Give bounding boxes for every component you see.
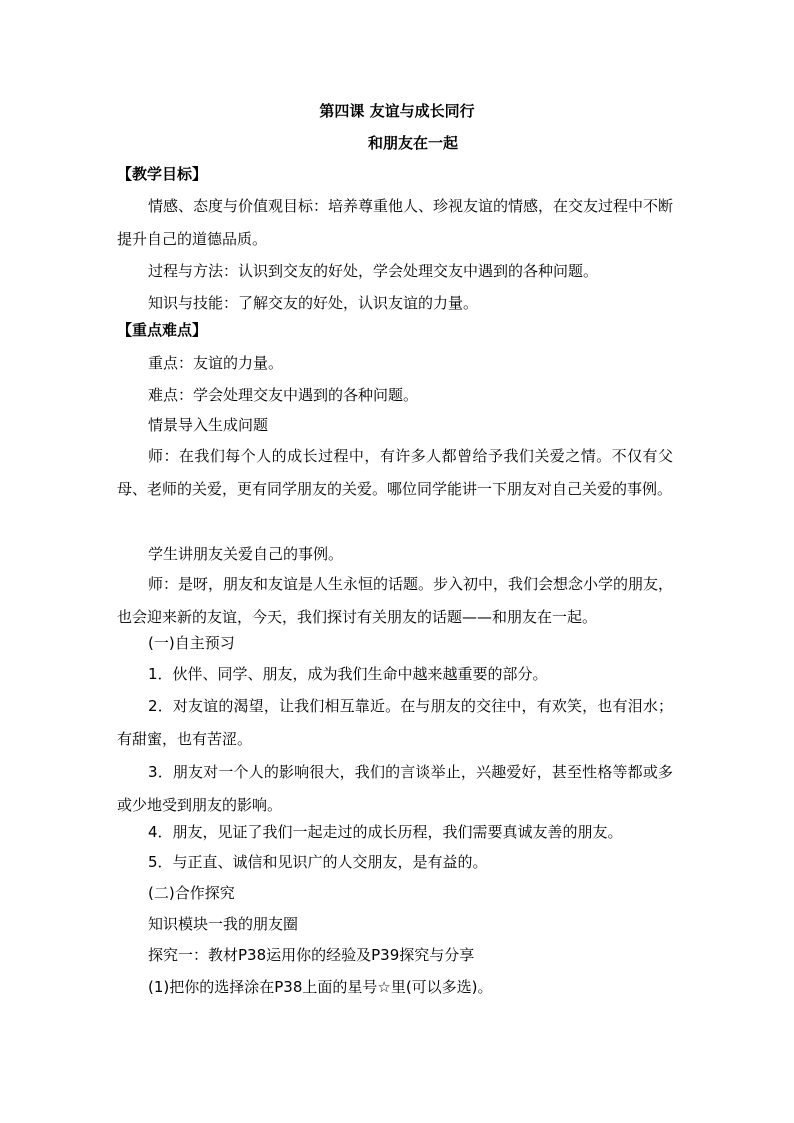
objectives-heading: 【教学目标】 (117, 165, 208, 183)
preview-item: 4．朋友，见证了我们一起走过的成长历程，我们需要真诚友善的朋友。 (148, 823, 623, 841)
key-points-heading: 【重点难点】 (117, 321, 208, 339)
objective-paragraph: 情感、态度与价值观目标：培养尊重他人、珍视友谊的情感，在交友过程中不断提升自己的道德品质。 (117, 197, 674, 248)
inquiry-item: (1)把你的选择涂在P38上面的星号☆里(可以多选)。 (148, 978, 493, 996)
inquiry-heading: 探究一：教材P38运用你的经验及P39探究与分享 (148, 946, 475, 964)
intro-heading: 情景导入生成问题 (148, 416, 269, 434)
explore-heading: (二)合作探究 (148, 884, 235, 902)
lesson-title: 第四课 友谊与成长同行 (319, 102, 475, 120)
teacher-paragraph: 师：在我们每个人的成长过程中，有许多人都曾给予我们关爱之情。不仅有父母、老师的关爱，更有同学朋友的关爱。哪位同学能讲一下朋友对自己关爱的事例。 (117, 447, 673, 498)
preview-item: 5．与正直、诚信和见识广的人交朋友，是有益的。 (148, 853, 488, 871)
module-heading: 知识模块一我的朋友圈 (148, 915, 299, 933)
objective-paragraph: 过程与方法：认识到交友的好处，学会处理交友中遇到的各种问题。 (148, 262, 599, 280)
key-point: 重点：友谊的力量。 (148, 354, 284, 372)
objective-paragraph: 知识与技能：了解交友的好处，认识友谊的力量。 (148, 294, 479, 312)
preview-item: 3．朋友对一个人的影响很大，我们的言谈举止，兴趣爱好，甚至性格等都或多或少地受到朋友的影响。 (117, 763, 673, 814)
preview-heading: (一)自主预习 (148, 634, 235, 652)
student-activity: 学生讲朋友关爱自己的事例。 (148, 545, 344, 563)
preview-item: 2．对友谊的渴望，让我们相互靠近。在与朋友的交往中，有欢笑，也有泪水；有甜蜜，也有苦涩。 (117, 697, 673, 748)
difficulty: 难点：学会处理交友中遇到的各种问题。 (148, 386, 419, 404)
preview-item: 1．伙伴、同学、朋友，成为我们生命中越来越重要的部分。 (148, 665, 548, 683)
lesson-subtitle: 和朋友在一起 (367, 134, 458, 152)
teacher-paragraph: 师：是呀，朋友和友谊是人生永恒的话题。步入初中，我们会想念小学的朋友，也会迎来新的友谊，今天，我们探讨有关朋友的话题——和朋友在一起。 (117, 575, 674, 626)
